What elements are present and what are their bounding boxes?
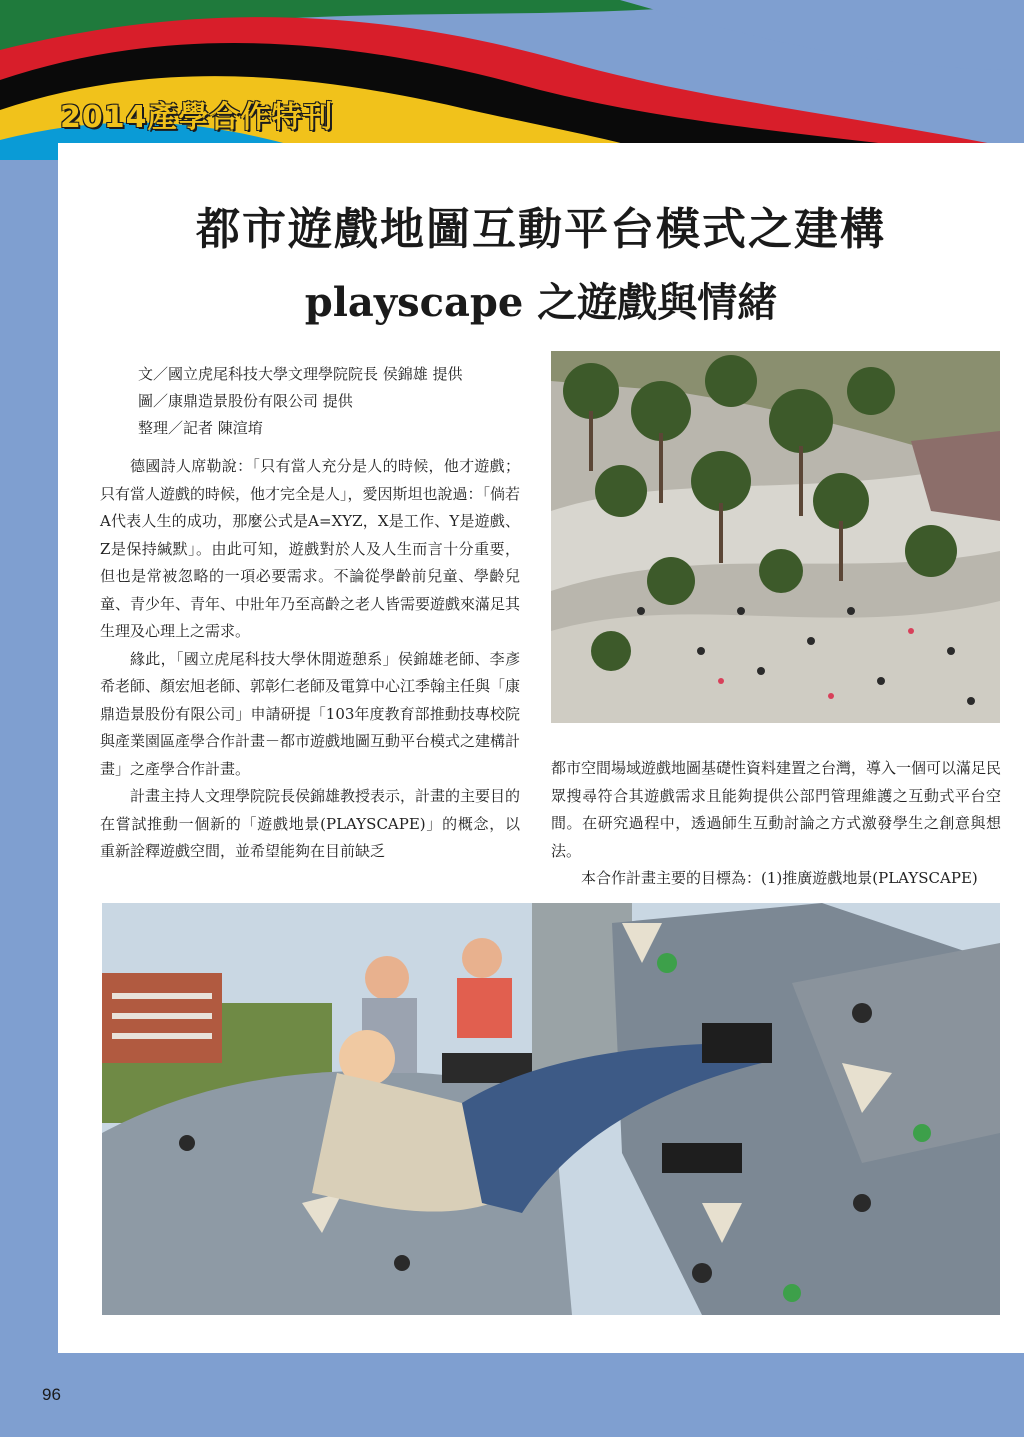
paragraph: 都市空間場域遊戲地圖基礎性資料建置之台灣，導入一個可以滿足民眾搜尋符合其遊戲需求且能夠提供公部門管理維護之互動式平台空間。在研究過程中，透過師生互動討論之方式激發學生之創意與想法。 xyxy=(551,759,1002,860)
paragraph: 緣此，「國立虎尾科技大學休閒遊憩系」侯錦雄老師、李彥希老師、顏宏旭老師、郭彰仁老師及電算中心江季翰主任與「康鼎造景股份有限公司」申請研提「103年度教育部推動技專校院與產業園區產學合作計畫－都市遊戲地圖互動平台模式之建構計畫」之產學合作計畫。 xyxy=(100,649,521,778)
credit-editor: 整理／記者 陳渲堉 xyxy=(138,419,263,437)
rainbow-banner xyxy=(0,0,1024,160)
article-page xyxy=(58,143,1024,1353)
page-number: 96 xyxy=(42,1385,61,1404)
paragraph: 德國詩人席勒說：「只有當人充分是人的時候，他才遊戲；只有當人遊戲的時候，他才完全是人」，愛因斯坦也說過：「倘若A代表人生的成功，那麼公式是A=XYZ，X是工作、Y是遊戲、Z是保持緘默」。由此可知，遊戲對於人及人生而言十分重要，但也是常被忽略的一項必要需求。不論從學齡前兒童、學齡兒童、青少年、青年、中壯年乃至高齡之老人皆需要遊戲來滿足其生理及心理上之需求。 xyxy=(100,457,521,640)
climbing-wall-photo xyxy=(102,903,1000,1315)
article-credits xyxy=(138,361,538,442)
paragraph: 計畫主持人文理學院院長侯錦雄教授表示，計畫的主要目的在嘗試推動一個新的「遊戲地景(PLAYSCAPE)」的概念，以重新詮釋遊戲空間，並希望能夠在目前缺乏 xyxy=(100,787,521,860)
paragraph: 本合作計畫主要的目標為：(1)推廣遊戲地景(PLAYSCAPE) xyxy=(581,869,978,887)
article-title: 都市遊戲地圖互動平台模式之建構 xyxy=(196,204,886,255)
article-column-right xyxy=(551,755,1001,893)
section-label: 2014產學合作特刊 xyxy=(60,100,334,135)
playground-aerial-photo xyxy=(551,351,1000,723)
credit-author: 文／國立虎尾科技大學文理學院院長 侯錦雄 提供 xyxy=(138,365,463,383)
credit-images: 圖／康鼎造景股份有限公司 提供 xyxy=(138,392,353,410)
article-column-left xyxy=(100,453,520,866)
article-subtitle: playscape 之遊戲與情緒 xyxy=(304,279,778,326)
